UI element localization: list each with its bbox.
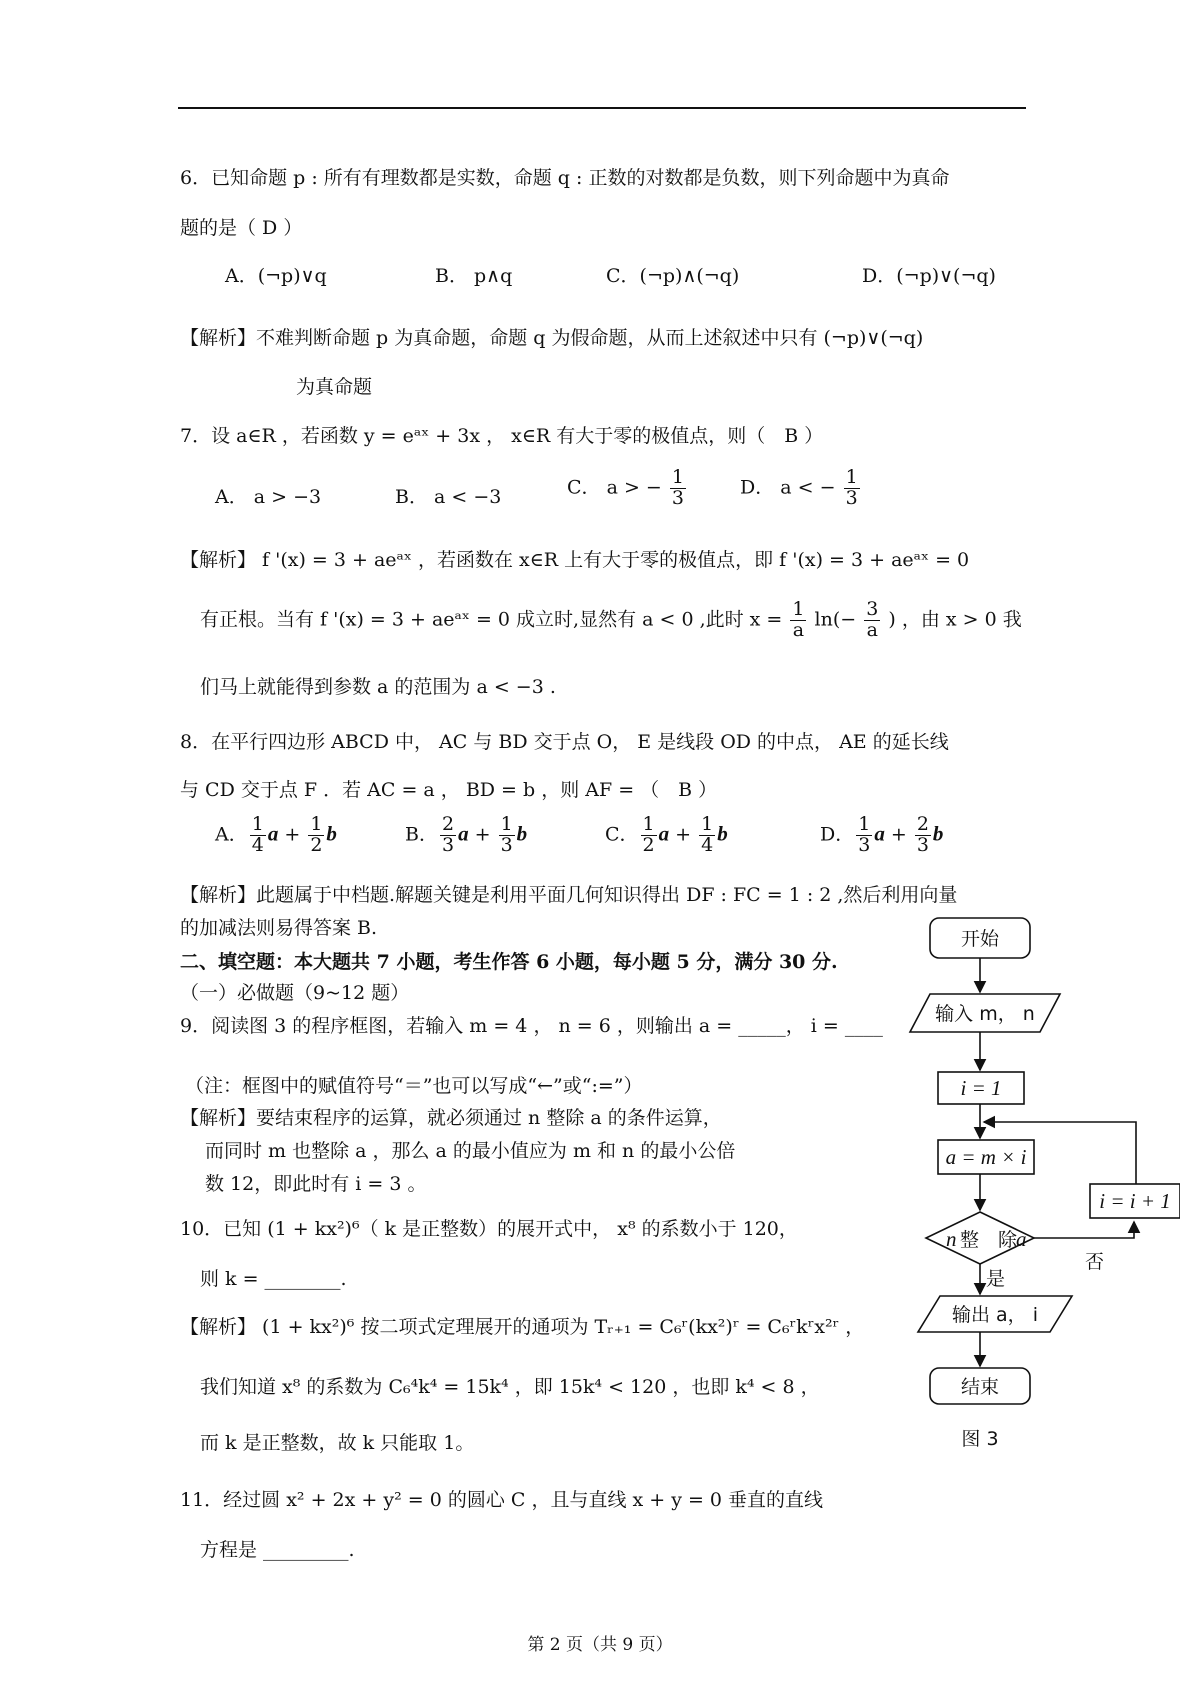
coefficient-fraction [641,815,657,856]
fraction-denominator: 2 [642,833,655,856]
fraction-denominator: 3 [916,833,929,856]
flowchart-caption: 图 3 [961,1428,999,1450]
flowchart-no-label: 否 [1085,1251,1105,1273]
q7-option-a: A． a > −3 [215,486,322,508]
fraction-numerator: 3 [866,598,879,620]
q6-option-c: C．(¬p)∧(¬q) [606,265,740,287]
fraction-numerator: 1 [642,813,655,835]
q7-option-c-fraction [670,468,686,509]
q6-option-a: A．(¬p)∨q [225,265,327,287]
fraction-numerator: 1 [701,813,714,835]
flowchart-decision-n: n [946,1227,957,1251]
q11-stem: 11．经过圆 x² + 2x + y² = 0 的圆心 C ，且与直线 x + y = 0 垂直的直线 [180,1489,824,1511]
flowchart-init-label: i = 1 [960,1076,1002,1100]
fraction-numerator: 1 [500,813,513,835]
vector-b: b [326,821,337,846]
q7-option-b: B． a < −3 [395,486,502,508]
q6-option-b: B． p∧q [435,265,513,287]
fraction-numerator: 1 [251,813,264,835]
vector-a: a [458,821,469,846]
q8-option-b: B． $\frac{2}{3}$ a + $\frac{1}{3}$ b [405,813,528,856]
q8-analysis-line1: 【解析】此题属于中档题.解题关键是利用平面几何知识得出 DF : FC = 1 : 2 ,然后利用向量 [180,884,958,906]
flowchart-end-label: 结束 [960,1376,1000,1398]
q8-option-c: C． $\frac{1}{2}$ a + $\frac{1}{4}$ b [605,813,728,856]
option-label: B． [405,823,438,846]
option-label: A． [215,823,248,846]
q7-analysis-line2-mid: ln(− [814,608,857,631]
q6-analysis-line2: 为真命题 [296,376,373,398]
q7-stem: 7．设 a∈R ，若函数 y = eᵃˣ + 3x ， x∈R 有大于零的极值点，则（ B ） [180,425,824,447]
fraction-denominator: a [866,618,878,641]
q6-line1: 6．已知命题 p : 所有有理数都是实数，命题 q : 正数的对数都是负数，则下列命题中为真命 [180,167,950,189]
flowchart-input-label: 输入 m， n [935,1003,1035,1025]
q7-analysis-fraction-2 [864,600,880,641]
fraction-denominator: 3 [671,486,684,509]
q9-stem: 9．阅读图 3 的程序框图，若输入 m = 4 ， n = 6 ，则输出 a = _____， i = ____ [180,1015,883,1037]
flowchart-yes-label: 是 [986,1268,1006,1290]
fraction-denominator: a [792,618,805,641]
q8-option-d: D． $\frac{1}{3}$ a + $\frac{2}{3}$ b [820,813,944,856]
vector-b: b [932,821,944,846]
q10-analysis-line2: 我们知道 x⁸ 的系数为 C₆⁴k⁴ = 15k⁴ ，即 15k⁴ < 120 ，也即 k⁴ < 8 ， [200,1376,820,1398]
header-rule [178,107,1026,109]
q9-analysis-line2: 而同时 m 也整除 a ，那么 a 的最小值应为 m 和 n 的最小公倍 [205,1140,736,1162]
q6-line2: 题的是（ D ） [180,217,303,239]
q10-analysis-line3: 而 k 是正整数，故 k 只能取 1。 [200,1432,475,1454]
fraction-denominator: 3 [858,833,871,856]
q9-analysis-line3: 数 12，即此时有 i = 3 。 [205,1173,427,1195]
coefficient-fraction [308,815,324,856]
q7-analysis-line2 [200,600,1022,641]
q11-stem-line2: 方程是 _________. [200,1539,355,1561]
section2-subheading: （一）必做题（9~12 题） [180,982,410,1004]
coefficient-fraction [499,815,515,856]
coefficient-fraction [699,815,715,856]
fraction-denominator: 4 [701,833,714,856]
fraction-numerator: 1 [858,813,871,835]
q6-option-d: D．(¬p)∨(¬q) [862,265,996,287]
coefficient-fraction [250,815,266,856]
fraction-numerator: 1 [671,466,684,488]
flowchart-no-arrow [1034,1222,1134,1238]
coefficient-fraction [915,815,931,856]
q10-stem: 10．已知 (1 + kx²)⁶（ k 是正整数）的展开式中， x⁸ 的系数小于 120， [180,1218,798,1240]
vector-b: b [516,821,528,846]
option-label: D． [820,823,855,846]
flowchart-decision-label: 整 除 [960,1229,1018,1251]
section2-heading: 二、填空题：本大题共 7 小题，考生作答 6 小题，每小题 5 分，满分 30 分. [180,951,838,973]
vector-a: a [874,821,885,846]
q10-stem-line2: 则 k = ________. [200,1268,347,1290]
flowchart-increment-label: i = i + 1 [1099,1189,1171,1213]
fraction-denominator: 2 [310,833,323,856]
q8-analysis-line2: 的加减法则易得答案 B. [180,917,378,939]
q8-line1: 8．在平行四边形 ABCD 中， AC 与 BD 交于点 O， E 是线段 OD 的中点， AE 的延长线 [180,731,949,753]
q7-option-d-fraction [844,468,860,509]
coefficient-fraction [856,815,872,856]
fraction-numerator: 2 [441,813,455,835]
page-footer: 第 2 页（共 9 页） [527,1635,673,1655]
flowchart-start-label: 开始 [960,928,1000,950]
flowchart-decision-a: a [1016,1227,1027,1251]
coefficient-fraction [440,815,456,856]
fraction-denominator: 4 [251,833,264,856]
q7-analysis-line2-pre: 有正根。当有 f '(x) = 3 + aeᵃˣ = 0 成立时,显然有 a < 0 ,此时 x = [200,608,783,631]
q10-analysis-line1: 【解析】 (1 + kx²)⁶ 按二项式定理展开的通项为 Tᵣ₊₁ = C₆ʳ(kx²)ʳ = C₆ʳkʳx²ʳ ， [180,1316,865,1338]
vector-b: b [717,821,728,846]
q9-note: （注：框图中的赋值符号“＝”也可以写成“←”或“:=”） [185,1075,643,1097]
q7-option-c-prefix: C． a > − [567,476,662,499]
q7-option-c [567,468,688,509]
q7-analysis-fraction-1 [790,600,806,641]
fraction-denominator: 3 [500,833,513,856]
q7-analysis-line2-post: ) ，由 x > 0 我 [888,608,1022,631]
q7-analysis-line1: 【解析】 f '(x) = 3 + aeᵃˣ ，若函数在 x∈R 上有大于零的极值点，即 f '(x) = 3 + aeᵃˣ = 0 [180,549,970,571]
q7-option-d [740,468,862,509]
fraction-numerator: 1 [310,813,323,835]
fraction-denominator: 3 [845,486,858,509]
fraction-numerator: 1 [845,466,858,488]
q8-line2: 与 CD 交于点 F ．若 AC = a ， BD = b ，则 AF = （ B ） [180,779,718,801]
fraction-denominator: 3 [441,833,455,856]
flowchart-figure-3 [900,900,1180,1460]
option-label: C． [605,823,639,846]
vector-a: a [267,821,279,846]
fraction-numerator: 1 [792,598,805,620]
vector-a: a [658,821,670,846]
q8-option-a: A． $\frac{1}{4}$ a + $\frac{1}{2}$ b [215,813,337,856]
flowchart-output-label: 输出 a， i [951,1304,1039,1326]
q6-analysis-line1: 【解析】不难判断命题 p 为真命题，命题 q 为假命题，从而上述叙述中只有 (¬p)∨(¬q) [180,327,924,349]
q9-analysis-line1: 【解析】要结束程序的运算，就必须通过 n 整除 a 的条件运算， [180,1107,722,1129]
q7-option-d-prefix: D． a < − [740,476,836,499]
q7-analysis-line3: 们马上就能得到参数 a 的范围为 a < −3 . [200,676,556,698]
fraction-numerator: 2 [916,813,929,835]
flowchart-assign-label: a = m × i [945,1145,1027,1169]
